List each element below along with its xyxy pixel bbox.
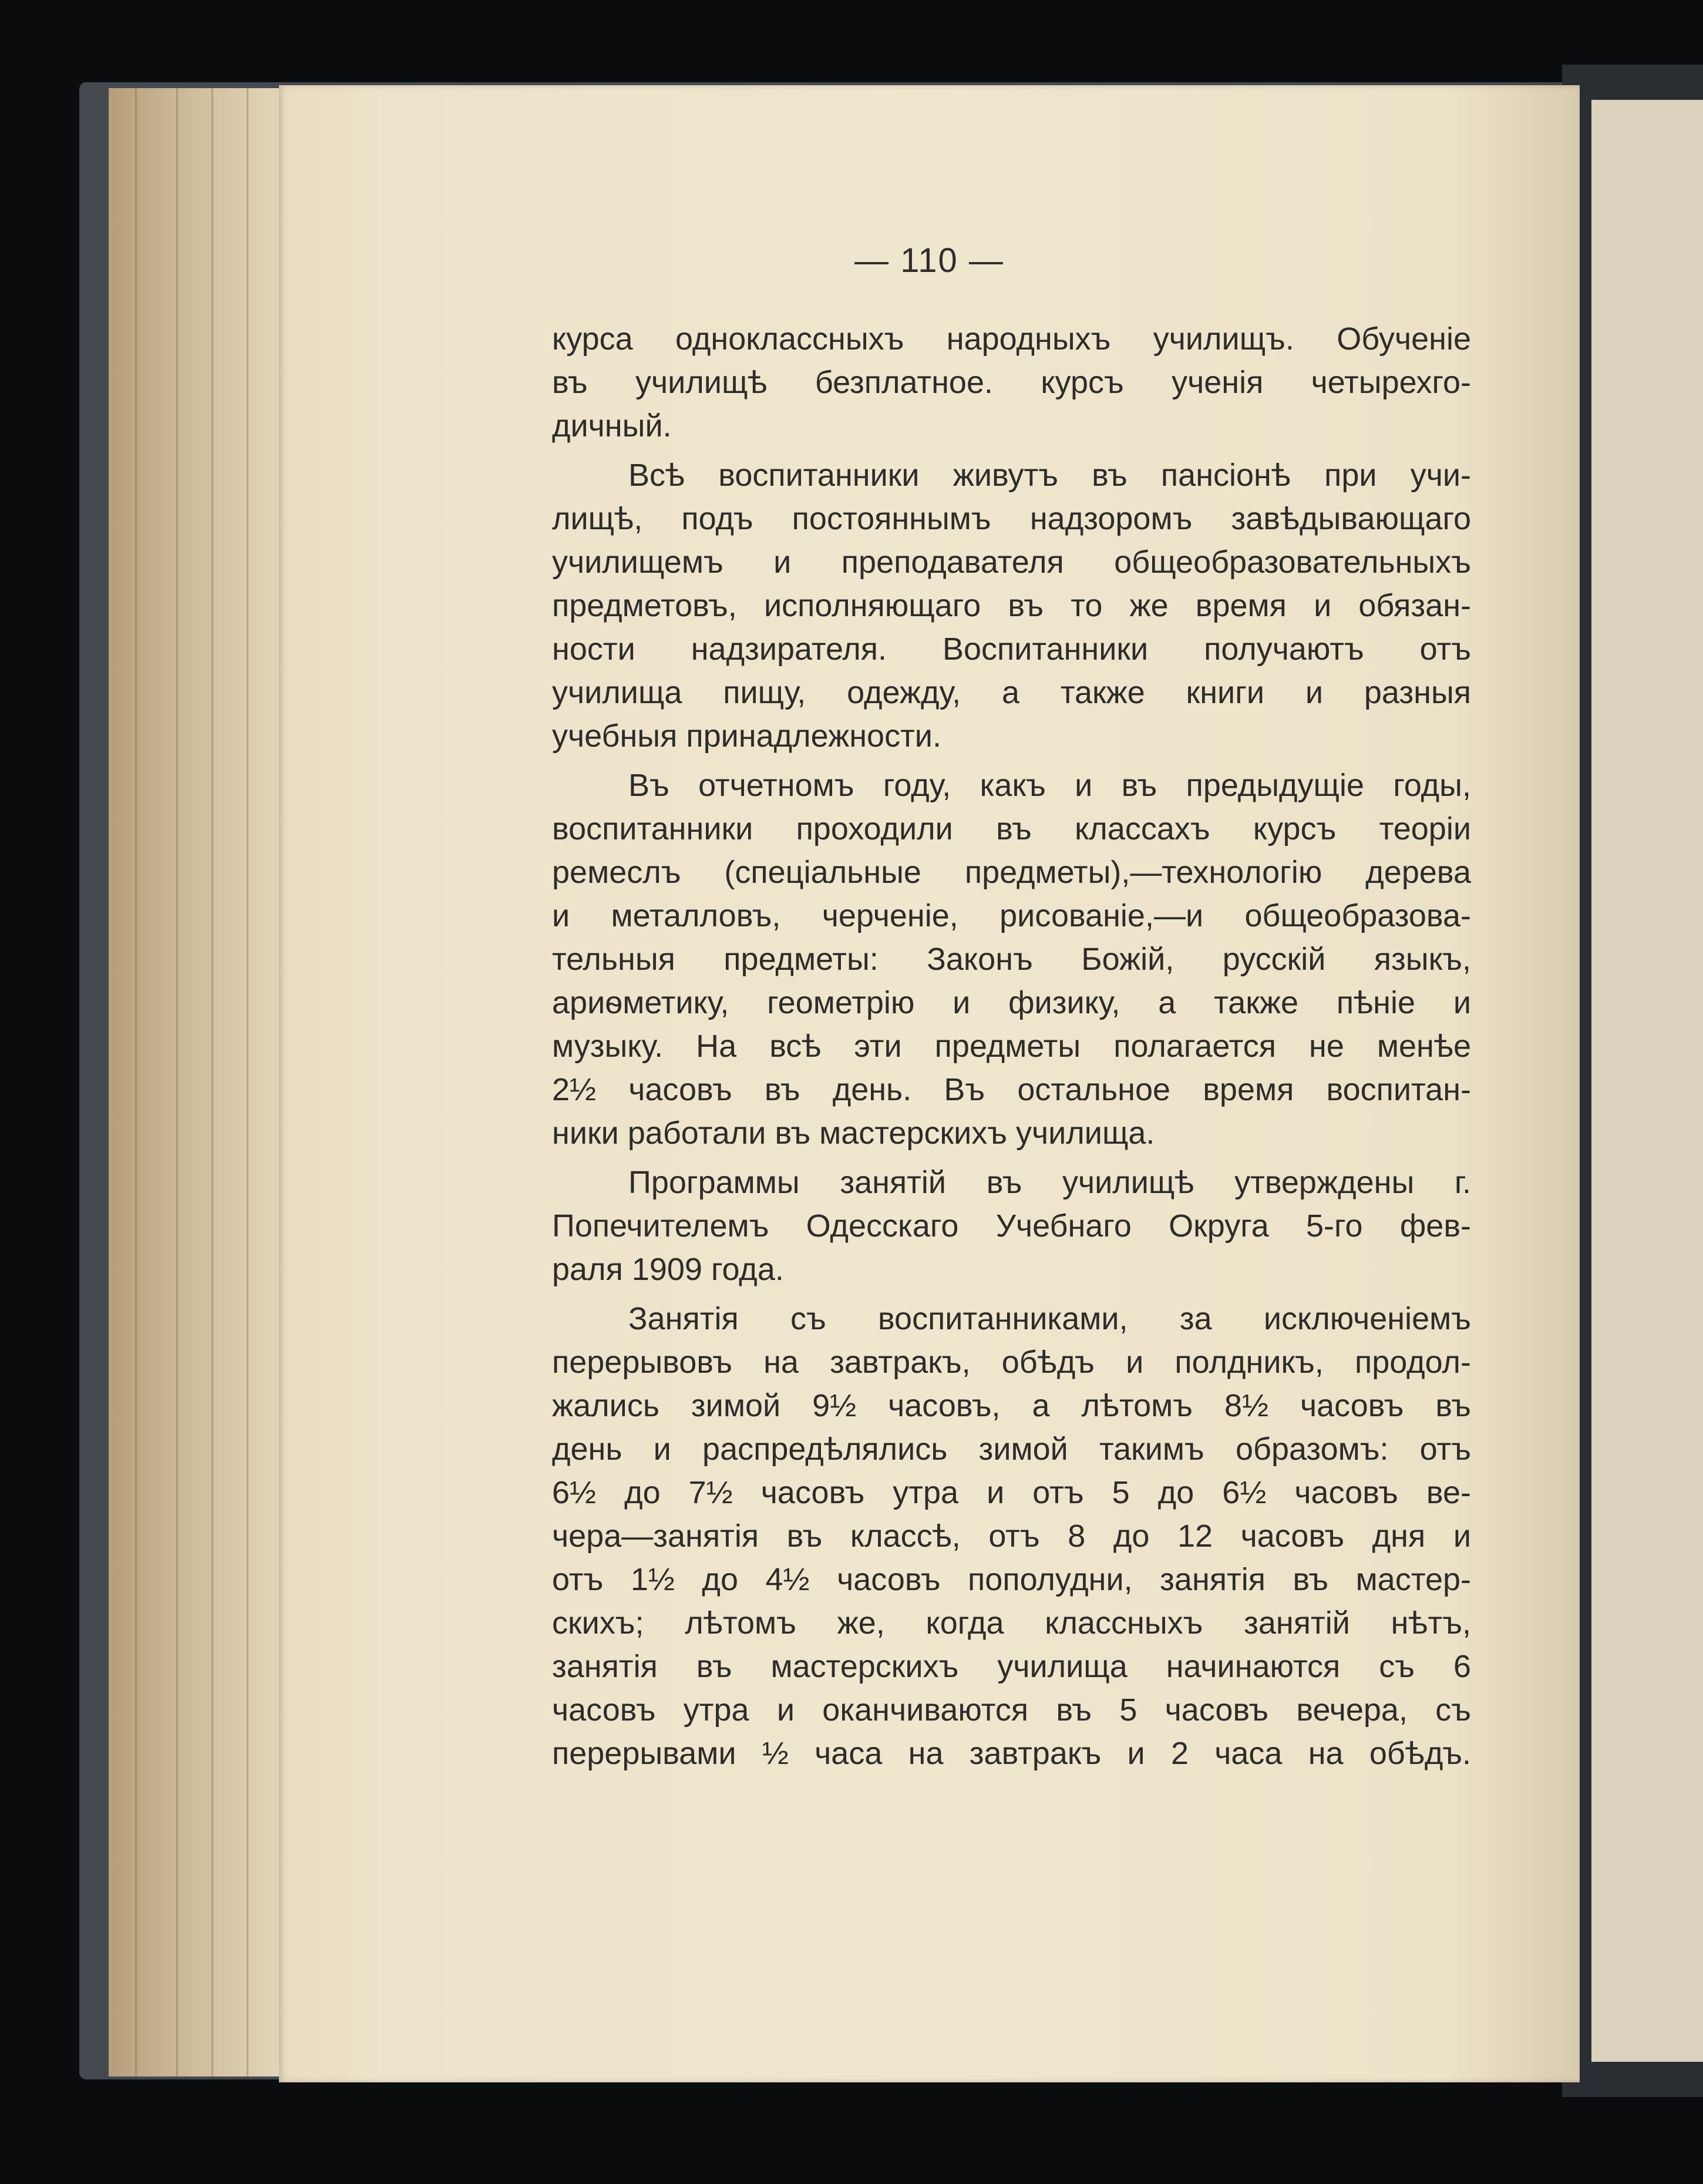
text-line: перерывовъ на завтракъ, обѣдъ и полдникъ, продол- [552,1345,1471,1380]
text-line: въ училищѣ безплатное. курсъ ученія четырехго- [552,365,1471,400]
page-edge-line [211,88,213,2077]
text-line: день и распредѣлялись зимой такимъ образомъ: отъ [552,1432,1471,1467]
text-line: училища пищу, одежду, а также книги и разныя [552,675,1471,710]
facing-page-edge [1591,100,1703,2062]
paragraph [552,764,1471,1155]
text-line: предметовъ, исполняющаго въ то же время и обязан- [552,588,1471,623]
paragraph [552,1297,1471,1775]
text-line: учебныя принадлежности. [552,718,941,754]
text-line: Программы занятій въ училищѣ утверждены г. [628,1165,1471,1200]
text-line: 2½ часовъ въ день. Въ остальное время воспитан- [552,1072,1471,1107]
text-line: часовъ утра и оканчиваются въ 5 часовъ вечера, съ [552,1692,1471,1728]
text-line: музыку. На всѣ эти предметы полагается не менѣе [552,1029,1471,1064]
text-line: ариѳметику, геометрію и физику, а также пѣніе и [552,985,1471,1020]
text-line: отъ 1½ до 4½ часовъ пополудни, занятія въ мастер- [552,1562,1471,1597]
text-line: Попечителемъ Одесскаго Учебнаго Округа 5-го фев- [552,1208,1471,1244]
paragraph [552,453,1471,758]
text-line: Занятія съ воспитанниками, за исключеніемъ [628,1301,1471,1336]
text-line: перерывами ½ часа на завтракъ и 2 часа на обѣдъ. [552,1736,1471,1771]
page-edge-line [135,88,137,2077]
text-line: лищѣ, подъ постояннымъ надзоромъ завѣдывающаго [552,501,1471,536]
text-line: жались зимой 9½ часовъ, а лѣтомъ 8½ часовъ въ [552,1388,1471,1423]
text-line: Въ отчетномъ году, какъ и въ предыдущіе годы, [628,768,1471,803]
body-text [552,317,1471,1781]
text-line: ники работали въ мастерскихъ училища. [552,1115,1155,1151]
text-line: скихъ; лѣтомъ же, когда классныхъ занятій нѣтъ, [552,1605,1471,1641]
text-line: воспитанники проходили въ классахъ курсъ теоріи [552,811,1471,846]
text-line: ности надзирателя. Воспитанники получаютъ отъ [552,631,1471,667]
page-edge-line [247,88,248,2077]
text-line: и металловъ, черченіе, рисованіе,—и общеобразова- [552,898,1471,933]
paragraph [552,317,1471,448]
paragraph [552,1161,1471,1291]
page-edge-line [176,88,178,2077]
page-number: — 110 — [854,241,1004,280]
text-line: занятія въ мастерскихъ училища начинаются съ 6 [552,1649,1471,1684]
text-line: тельныя предметы: Законъ Божій, русскій языкъ, [552,942,1471,977]
text-line: ремеслъ (спеціальные предметы),—технологію дерева [552,855,1471,890]
text-line: дичный. [552,408,672,443]
text-line: 6½ до 7½ часовъ утра и отъ 5 до 6½ часовъ ве- [552,1475,1471,1510]
text-line: училищемъ и преподавателя общеобразовательныхъ [552,545,1471,580]
text-line: курса одноклассныхъ народныхъ училищъ. Обученіе [552,321,1471,357]
text-line: чера—занятія въ классѣ, отъ 8 до 12 часовъ дня и [552,1518,1471,1554]
text-line: раля 1909 года. [552,1252,784,1287]
text-line: Всѣ воспитанники живутъ въ пансіонѣ при учи- [628,458,1471,493]
